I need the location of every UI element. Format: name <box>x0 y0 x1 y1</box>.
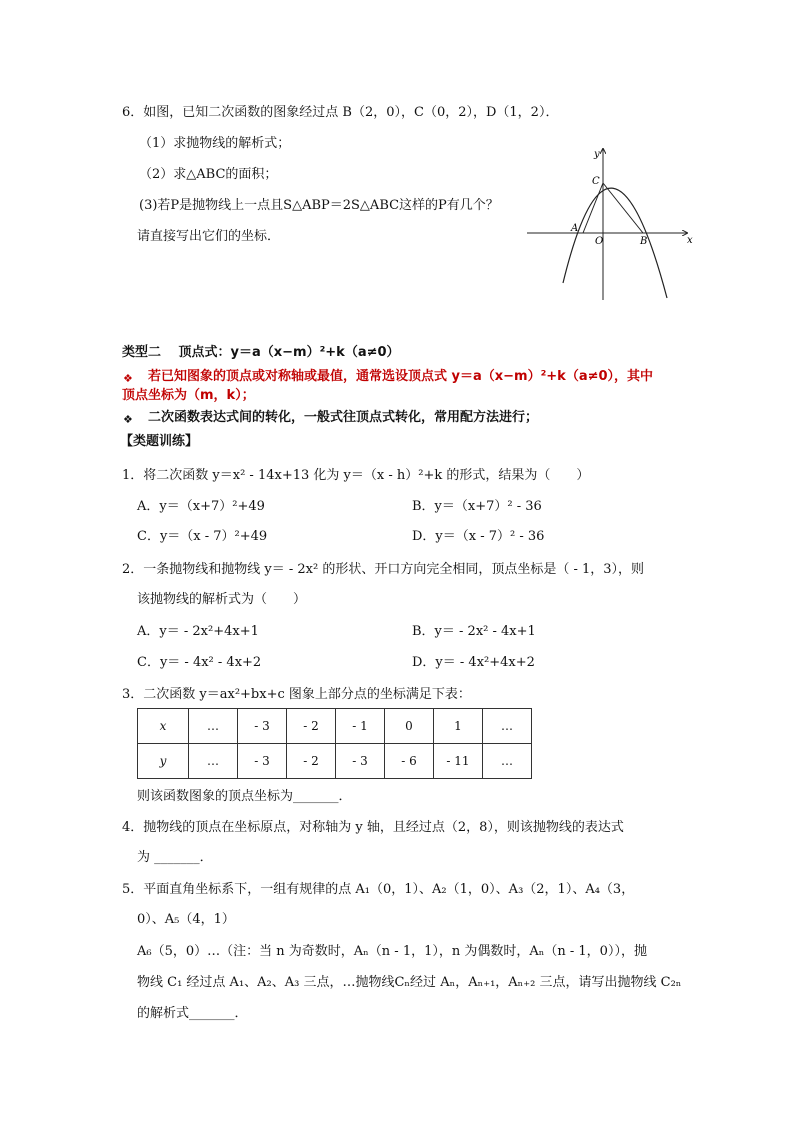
segment-ac <box>583 183 603 233</box>
bullet-icon: ❖ <box>123 413 133 426</box>
p1-option-b: B．y＝（x+7）² - 36 <box>412 499 542 514</box>
p4-stem-line2: 为 _______． <box>137 850 213 865</box>
p5-line4: 物线 C₁ 经过点 A₁、A₂、A₃ 三点，…抛物线Cₙ经过 Aₙ，Aₙ₊₁，Aₙ₊₂ 三点，请写出抛物线 C₂ₙ <box>137 975 682 990</box>
table-cell: - 11 <box>434 744 483 779</box>
table-cell: 1 <box>434 709 483 744</box>
section-bullet2: 二次函数表达式间的转化，一般式往顶点式转化，常用配方法进行； <box>148 410 539 425</box>
p2-option-c: C．y＝ - 4x² - 4x+2 <box>137 655 262 670</box>
p5-line3: A₆（5，0）…（注：当 n 为奇数时，Aₙ（n - 1，1），n 为偶数时，Aₙ（n - 1，0）），抛 <box>137 944 647 959</box>
training-heading: 【类题训练】 <box>120 434 199 449</box>
table-cell: … <box>189 709 238 744</box>
section-title: 类型二 顶点式：y＝a（x−m）²+k（a≠0） <box>122 345 400 360</box>
table-row <box>138 709 532 744</box>
p3-value-table <box>137 708 532 779</box>
q6-stem: 6．如图，已知二次函数的图象经过点 B（2，0），C（0，2），D（1，2）． <box>122 105 559 120</box>
label-a: A <box>571 223 579 234</box>
table-cell: - 3 <box>238 709 287 744</box>
p2-option-b: B．y＝ - 2x² - 4x+1 <box>412 624 536 639</box>
q6-sub3: (3)若P是抛物线上一点且S△ABP＝2S△ABC这样的P有几个？ <box>139 198 499 213</box>
label-x: x <box>687 235 693 246</box>
p1-option-a: A．y＝（x+7）²+49 <box>137 499 265 514</box>
table-cell: - 3 <box>238 744 287 779</box>
p1-option-d: D．y＝（x - 7）² - 36 <box>412 529 545 544</box>
parabola-graph <box>525 143 700 303</box>
table-cell: 0 <box>385 709 434 744</box>
q6-sub2: （2）求△ABC的面积； <box>139 167 278 182</box>
table-cell: x <box>138 709 189 744</box>
p2-option-d: D．y＝ - 4x²+4x+2 <box>412 655 535 670</box>
table-cell: - 2 <box>287 744 336 779</box>
section-bullet1-line1: 若已知图象的顶点或对称轴或最值，通常选设顶点式 y＝a（x−m）²+k（a≠0），其中 <box>148 369 654 384</box>
p3-stem: 3．二次函数 y＝ax²+bx+c 图象上部分点的坐标满足下表： <box>122 687 471 702</box>
p2-stem: 2．一条抛物线和抛物线 y＝ - 2x² 的形状、开口方向完全相同，顶点坐标是（ - 1，3），则 <box>122 562 645 577</box>
q6-sub3b: 请直接写出它们的坐标． <box>137 229 281 244</box>
table-cell: … <box>189 744 238 779</box>
table-cell: - 1 <box>336 709 385 744</box>
table-cell: - 2 <box>287 709 336 744</box>
p1-stem: 1．将二次函数 y＝x² - 14x+13 化为 y＝（x - h）²+k 的形式，结果为（ ） <box>122 468 590 483</box>
p3-answer: 则该函数图象的顶点坐标为_______． <box>137 789 352 804</box>
label-y: y <box>594 149 600 160</box>
table-cell: … <box>483 744 532 779</box>
p4-stem: 4．抛物线的顶点在坐标原点，对称轴为 y 轴，且经过点（2，8），则该抛物线的表达式 <box>122 820 624 835</box>
table-cell: - 3 <box>336 744 385 779</box>
p5-line1: 5．平面直角坐标系下，一组有规律的点 A₁（0，1）、A₂（1，0）、A₃（2，1）、A₄（3， <box>122 882 635 897</box>
table-cell: y <box>138 744 189 779</box>
label-o: O <box>595 236 604 247</box>
label-b: B <box>640 236 648 247</box>
parabola-curve <box>563 188 667 298</box>
p5-line2: 0）、A₅（4，1） <box>137 912 235 927</box>
q6-sub1: （1）求抛物线的解析式； <box>139 136 291 151</box>
bullet-icon: ❖ <box>123 372 133 385</box>
p2-option-a: A．y＝ - 2x²+4x+1 <box>137 624 259 639</box>
table-cell: - 6 <box>385 744 434 779</box>
segment-cb <box>603 183 643 233</box>
p5-line5: 的解析式_______． <box>137 1006 248 1021</box>
p2-stem-line2: 该抛物线的解析式为（ ） <box>137 592 307 607</box>
label-c: C <box>592 176 600 187</box>
section-bullet1-line2: 顶点坐标为（m，k）； <box>122 388 255 403</box>
table-row <box>138 744 532 779</box>
table-cell: … <box>483 709 532 744</box>
p1-option-c: C．y＝（x - 7）²+49 <box>137 529 268 544</box>
